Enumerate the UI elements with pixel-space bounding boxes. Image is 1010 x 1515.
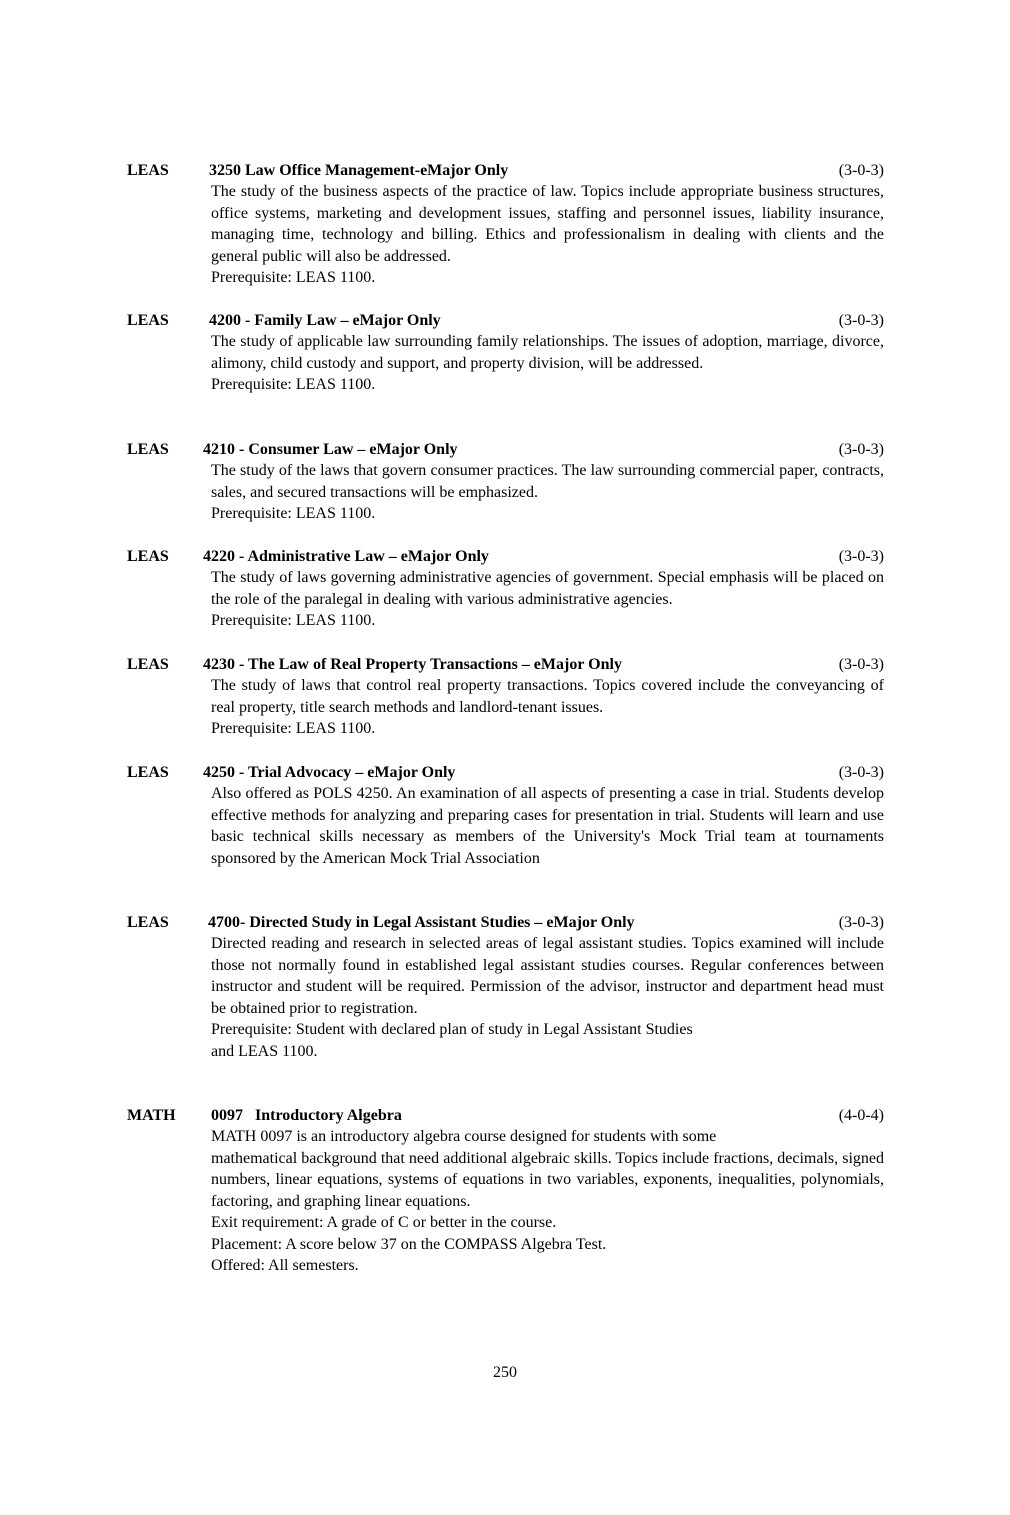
course-entry xyxy=(127,1105,884,1277)
course-description xyxy=(211,181,884,289)
description-text: The study of laws governing administrative agencies of government. Special emphasis will be placed on the role of the paralegal in dealing with various administrative agencies. xyxy=(211,569,884,608)
course-dept: LEAS xyxy=(127,441,169,458)
course-entry xyxy=(127,310,884,396)
course-credits: (3-0-3) xyxy=(838,914,884,931)
prerequisite: Prerequisite: LEAS 1100. xyxy=(211,720,376,737)
prerequisite: Prerequisite: LEAS 1100. xyxy=(211,269,376,286)
prerequisite: Prerequisite: LEAS 1100. xyxy=(211,612,376,629)
course-title: 4700- Directed Study in Legal Assistant Studies – eMajor Only xyxy=(208,914,635,931)
course-credits: (3-0-3) xyxy=(838,162,884,179)
course-dept: LEAS xyxy=(127,656,169,673)
course-title: 4230 - The Law of Real Property Transactions – eMajor Only xyxy=(203,656,622,673)
course-credits: (3-0-3) xyxy=(838,441,884,458)
course-dept: MATH xyxy=(127,1107,176,1124)
course-description xyxy=(211,675,884,740)
description-text: The study of applicable law surrounding family relationships. The issues of adoption, marriage, divorce, alimony, child custody and support, and property division, will be addressed. xyxy=(211,333,884,372)
course-dept: LEAS xyxy=(127,548,169,565)
course-credits: (3-0-3) xyxy=(838,764,884,781)
course-title: 4250 - Trial Advocacy – eMajor Only xyxy=(203,764,456,781)
course-credits: (3-0-3) xyxy=(838,312,884,329)
course-description xyxy=(211,933,884,1062)
placement: Placement: A score below 37 on the COMPASS Algebra Test. xyxy=(211,1235,607,1253)
prerequisite: Prerequisite: LEAS 1100. xyxy=(211,505,376,522)
description-text: The study of the laws that govern consumer practices. The law surrounding commercial paper, contracts, sales, and secured transactions will be emphasized. xyxy=(211,462,884,501)
offered: Offered: All semesters. xyxy=(211,1257,359,1274)
description-text: Also offered as POLS 4250. An examination of all aspects of presenting a case in trial. Students develop effective methods for analyzing and preparing cases for presentation in trial. Students will learn and use basic technical skills necessary as members of the University's Mock Trial team at tournaments sponsored by the American Mock Trial Association xyxy=(211,785,884,867)
course-credits: (3-0-3) xyxy=(838,656,884,673)
course-entry xyxy=(127,762,884,869)
description-text: Directed reading and research in selected areas of legal assistant studies. Topics examined will include those not normally found in established legal assistant studies courses. Regular conferences between instructor and student will be required. Permission of the advisor, instructor and department head must be obtained prior to registration. xyxy=(211,935,884,1017)
course-entry xyxy=(127,439,884,525)
description-text: The study of the business aspects of the practice of law. Topics include appropriate business structures, office systems, marketing and development issues, staffing and personnel issues, liability insurance, managing time, technology and billing. Ethics and professionalism in dealing with clients and the general public will also be addressed. xyxy=(211,183,884,265)
course-description xyxy=(211,567,884,632)
course-description xyxy=(211,1126,884,1277)
description-text: MATH 0097 is an introductory algebra course designed for students with some xyxy=(211,1128,717,1145)
prerequisite: Prerequisite: LEAS 1100. xyxy=(211,376,376,393)
course-heading xyxy=(127,439,884,460)
course-entry xyxy=(127,912,884,1062)
prerequisite-continued: and LEAS 1100. xyxy=(211,1042,318,1060)
description-text: The study of laws that control real property transactions. Topics covered include the conveyancing of real property, title search methods and landlord-tenant issues. xyxy=(211,677,884,716)
course-heading xyxy=(127,654,884,675)
course-description xyxy=(211,460,884,525)
course-credits: (4-0-4) xyxy=(838,1107,884,1124)
course-heading xyxy=(127,912,884,933)
course-dept: LEAS xyxy=(127,162,169,179)
page-number: 250 xyxy=(493,1364,517,1381)
course-dept: LEAS xyxy=(127,764,169,781)
course-entry xyxy=(127,654,884,740)
course-dept: LEAS xyxy=(127,312,169,329)
course-heading xyxy=(127,160,884,181)
course-title: 0097 Introductory Algebra xyxy=(211,1107,402,1124)
course-credits: (3-0-3) xyxy=(838,548,884,565)
description-text: mathematical background that need additional algebraic skills. Topics include fractions, decimals, signed numbers, linear equations, systems of equations in two variables, exponents, inequalities, polynomials, factoring, and graphing linear equations. xyxy=(211,1149,884,1210)
course-heading xyxy=(127,1105,884,1126)
course-description xyxy=(211,331,884,396)
course-entry xyxy=(127,160,884,289)
course-heading xyxy=(127,546,884,567)
course-heading xyxy=(127,762,884,783)
course-heading xyxy=(127,310,884,331)
course-title: 4210 - Consumer Law – eMajor Only xyxy=(203,441,458,458)
course-title: 4220 - Administrative Law – eMajor Only xyxy=(203,548,489,565)
course-description xyxy=(211,783,884,869)
course-title: 3250 Law Office Management-eMajor Only xyxy=(209,162,509,179)
course-entry xyxy=(127,546,884,632)
prerequisite: Prerequisite: Student with declared plan of study in Legal Assistant Studies xyxy=(211,1021,693,1038)
course-title: 4200 - Family Law – eMajor Only xyxy=(209,312,441,329)
course-dept: LEAS xyxy=(127,914,169,931)
exit-requirement: Exit requirement: A grade of C or better in the course. xyxy=(211,1214,557,1231)
